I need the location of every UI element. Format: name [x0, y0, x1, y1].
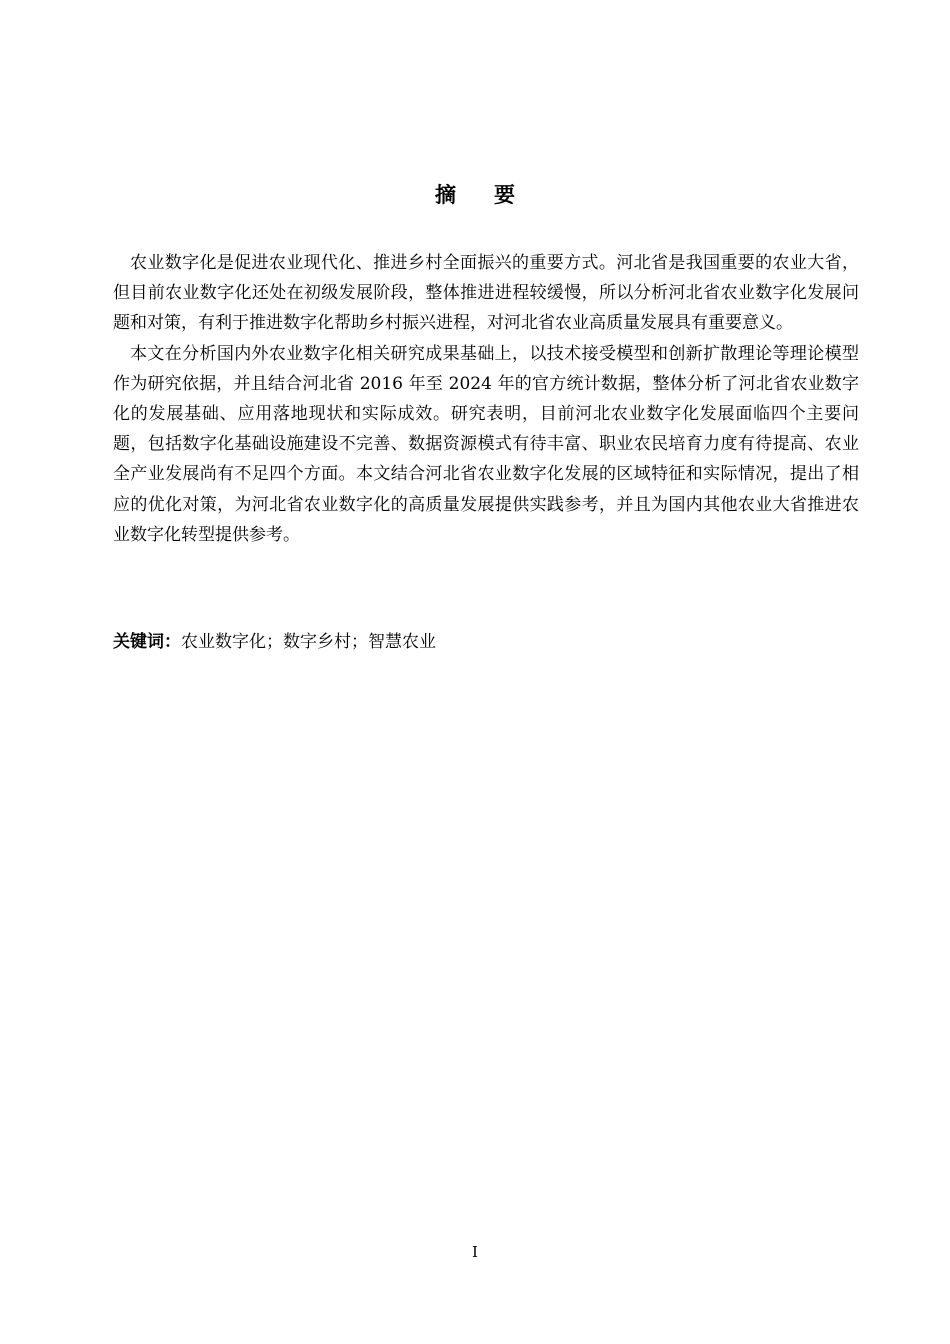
keywords-line	[113, 627, 859, 657]
abstract-paragraph-2: 本文在分析国内外农业数字化相关研究成果基础上，以技术接受模型和创新扩散理论等理论模型作为研究依据，并且结合河北省 2016 年至 2024 年的官方统计数据，整体分析了河北省农业数字化的发展基础、应用落地现状和实际成效。研究表明，目前河北农业数字化发展面临四个主要问题，包括数字化基础设施建设不完善、数据资源模式有待丰富、职业农民培育力度有待提高、农业全产业发展尚有不足四个方面。本文结合河北省农业数字化发展的区域特征和实际情况，提出了相应的优化对策，为河北省农业数字化的高质量发展提供实践参考，并且为国内其他农业大省推进农业数字化转型提供参考。	[113, 343, 859, 545]
abstract-title-part2: 要	[494, 183, 515, 207]
keywords-text: 农业数字化；数字乡村；智慧农业	[181, 632, 436, 652]
keywords-label: 关键词：	[113, 632, 181, 652]
abstract-title	[0, 178, 950, 212]
page-number: I	[472, 1243, 478, 1261]
abstract-title-part1: 摘	[435, 183, 456, 207]
abstract-body	[113, 248, 859, 550]
abstract-paragraph-1: 农业数字化是促进农业现代化、推进乡村全面振兴的重要方式。河北省是我国重要的农业大省，但目前农业数字化还处在初级发展阶段，整体推进进程较缓慢，所以分析河北省农业数字化发展问题和对策，有利于推进数字化帮助乡村振兴进程，对河北省农业高质量发展具有重要意义。	[113, 253, 859, 334]
